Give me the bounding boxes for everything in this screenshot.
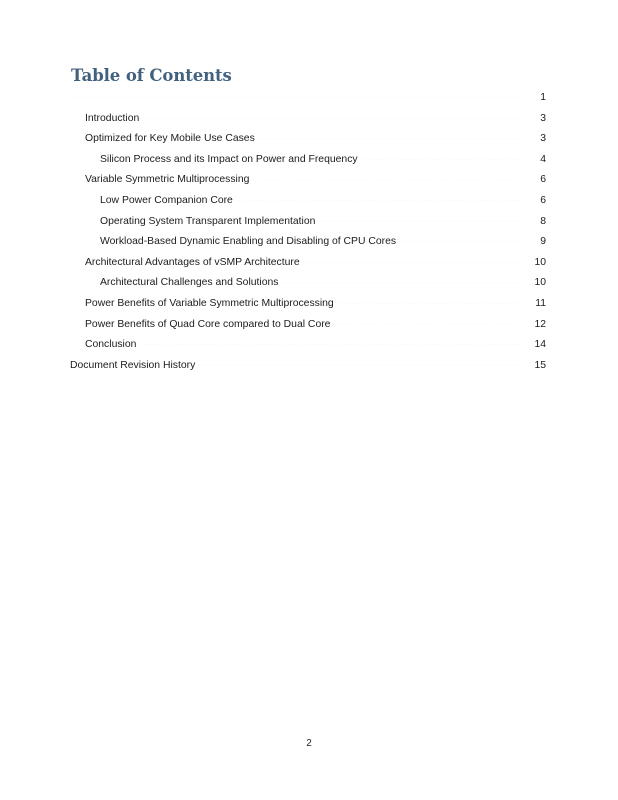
toc-entry[interactable] (0, 92, 618, 113)
toc-entry[interactable] (0, 133, 618, 154)
toc-dot-leader (236, 200, 521, 201)
toc-dot-leader (399, 241, 521, 242)
toc-dot-leader (70, 97, 521, 98)
footer-page-number: 2 (306, 738, 312, 749)
toc-entry[interactable] (0, 195, 618, 216)
toc-entry-page-number: 6 (540, 194, 546, 206)
toc-entry-page-number: 10 (534, 277, 546, 289)
toc-entry-label: Document Revision History (70, 359, 196, 371)
toc-entry-label: Low Power Companion Core (100, 194, 233, 206)
toc-entry-page-number: 3 (540, 133, 546, 145)
toc-entry[interactable] (0, 216, 618, 237)
toc-entry-page-number: 15 (534, 359, 546, 371)
toc-entry-page-number: 4 (540, 153, 546, 165)
toc-entry-label: Workload-Based Dynamic Enabling and Disabling of CPU Cores (100, 236, 397, 248)
toc-entry-label: Introduction (85, 112, 140, 124)
toc-entry[interactable] (0, 277, 618, 298)
toc-entry-label: Operating System Transparent Implementation (100, 215, 316, 227)
toc-entry-page-number: 10 (534, 256, 546, 268)
toc-entry[interactable] (0, 174, 618, 195)
toc-entry-label: Silicon Process and its Impact on Power and Frequency (100, 153, 358, 165)
toc-dot-leader (318, 221, 521, 222)
toc-entry-page-number: 14 (534, 339, 546, 351)
toc-entry-page-number: 1 (540, 92, 546, 103)
toc-entry-page-number: 11 (535, 297, 546, 309)
toc-entry-label: Variable Symmetric Multiprocessing (85, 174, 250, 186)
toc-entry-label: Architectural Advantages of vSMP Architecture (85, 256, 300, 268)
toc-entry-label: Architectural Challenges and Solutions (100, 277, 279, 289)
toc-entry-page-number: 12 (534, 318, 546, 330)
toc-entry[interactable] (0, 113, 618, 134)
toc-dot-leader (139, 344, 521, 345)
toc-entry[interactable] (0, 298, 618, 319)
table-of-contents-list (0, 92, 618, 380)
toc-entry-label: Power Benefits of Quad Core compared to Dual Core (85, 318, 331, 330)
toc-dot-leader (258, 138, 521, 139)
toc-entry-label: Optimized for Key Mobile Use Cases (85, 133, 255, 145)
toc-entry[interactable] (0, 236, 618, 257)
page-title: Table of Contents (71, 66, 232, 85)
toc-dot-leader (333, 324, 521, 325)
toc-entry-page-number: 8 (540, 215, 546, 227)
toc-entry-label: Power Benefits of Variable Symmetric Multiprocessing (85, 297, 334, 309)
toc-entry-page-number: 3 (540, 112, 546, 124)
toc-dot-leader (337, 303, 521, 304)
toc-dot-leader (361, 159, 521, 160)
toc-entry[interactable] (0, 360, 618, 381)
toc-dot-leader (198, 365, 521, 366)
toc-dot-leader (142, 118, 521, 119)
toc-entry[interactable] (0, 339, 618, 360)
toc-dot-leader (252, 179, 521, 180)
toc-entry[interactable] (0, 319, 618, 340)
toc-dot-leader (303, 262, 521, 263)
toc-entry[interactable] (0, 257, 618, 278)
toc-entry[interactable] (0, 154, 618, 175)
toc-dot-leader (281, 282, 521, 283)
toc-entry-page-number: 9 (540, 236, 546, 248)
toc-entry-page-number: 6 (540, 174, 546, 186)
toc-entry-label: Conclusion (85, 339, 137, 351)
